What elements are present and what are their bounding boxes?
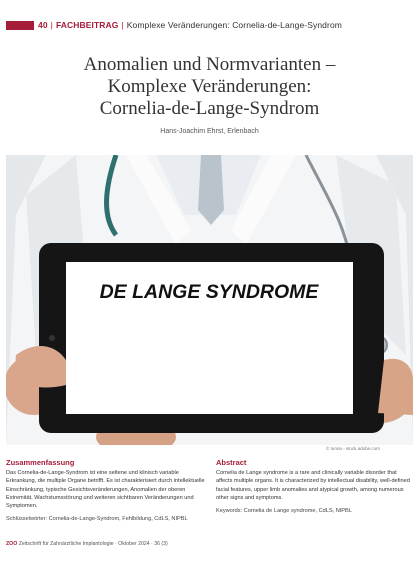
abstract-german [6,458,206,523]
title-line-2: Komplexe Veränderungen: [107,76,312,97]
journal-citation: Zeitschrift für Zahnärztliche Implantologie · Oktober 2024 · 36 (3) [18,541,168,547]
abstract-german-body: Das Cornelia-de-Lange-Syndrom ist eine seltene und klinisch variable Erkrankung, die multiple Organe betrifft. Es ist charakterisiert durch intellektuelle Einschränkung, typische Gesichtsveränderungen, Anomalien der oberen Extremität, Wachstumsstörung und weiteren sichtbaren Veränderungen und Symptomen. [6,470,205,510]
page-footer [6,541,168,547]
photo-credit: © Iunna - stock.adobe.com [326,446,380,451]
running-header [0,18,419,32]
abstract-english-keywords: Keywords: Cornelia de Lange syndrome, CdLS, NIPBL [216,508,352,515]
title-line-1: Anomalien und Normvarianten – [83,54,336,75]
abstract-english-heading: Abstract [216,458,247,467]
page-number: 40 [38,20,48,30]
header-text: 40 | FACHBEITRAG | Komplexe Veränderungen: Cornelia-de-Lange-Syndrom [38,20,342,30]
abstract-english [216,458,412,515]
article-title [0,54,419,120]
title-line-3: Cornelia-de-Lange-Syndrom [99,98,320,119]
abstract-german-keywords: Schlüsselwörter: Cornelia-de-Lange-Syndrom, Fehlbildung, CdLS, NIPBL [6,516,188,523]
header-topic: Komplexe Veränderungen: Cornelia-de-Lange-Syndrom [126,20,342,30]
abstract-english-body: Cornelia de Lange syndrome is a rare and clinically variable disorder that affects multiple organs. It is characterized by intellectual disability, well-defined facial features, upper limb anomalies and atypical growth, among numerous other signs and symptoms. [216,470,410,501]
section-label: FACHBEITRAG [55,20,119,30]
abstract-german-heading: Zusammenfassung [6,458,75,467]
tablet-text: DE LANGE SYNDROME [99,281,319,303]
hero-photo-illustration [6,155,413,445]
author-line: Hans-Joachim Ehrst, Erlenbach [160,128,259,135]
hero-photo [6,155,413,445]
header-accent-bar [6,21,34,30]
journal-abbrev: ZOO [6,541,18,547]
